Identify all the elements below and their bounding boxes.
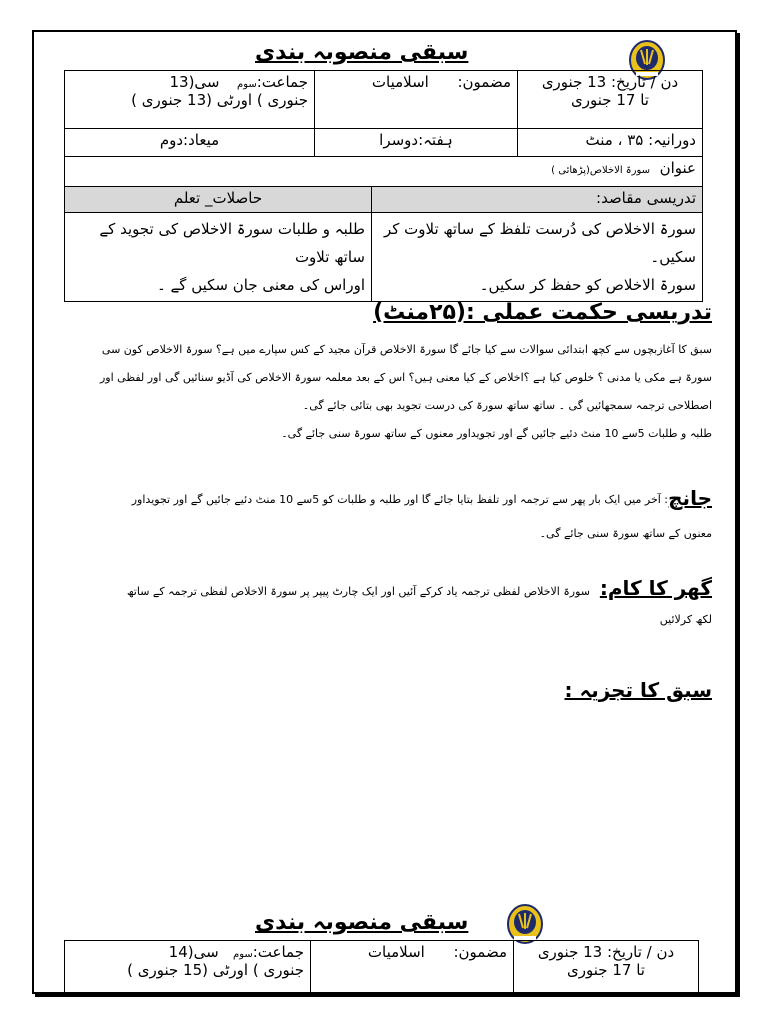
duration-cell: دورانیہ: ۳۵ ، منٹ [518,129,703,157]
subject-cell-2: مضمون: اسلامیات [311,941,514,993]
objectives-table [64,186,703,302]
analysis-heading: سبق کا تجزیہ : [564,678,712,702]
strategy-text: سبق کا آغازبچوں سے کچھ ابتدائی سوالات سے کیا جائے گا سورۃ الاخلاص قرآن مجید کے کس سپارے میں ہے؟ سورۃ الاخلاص کون سی سورۃ ہے مکی یا مدنی ؟ خلوص کیا ہے ؟اخلاص کے کیا معنی ہیں؟ اس کے بعد معلمہ سورۃ الاخلاص کی آڈیو سنائیں گی اور لفظی اور اصطلاحی ترجمہ سمجھائیں گی ۔ ساتھ ساتھ سورۃ کی درست تجوید بھی بتائی جائے گی۔ طلبہ و طلبات 5سے 10 منٹ دئیے جائیں گے اور تجویداور معنوں کے ساتھ سورۃ سنی جائے گی۔ [100,343,712,440]
day-date-cell-2: دن / تاریخ: 13 جنوری تا 17 جنوری [514,941,699,993]
header-table [64,70,703,187]
objectives-text: سورۃ الاخلاص کی دُرست تلفظ کے ساتھ تلاوت کر سکیں۔ سورۃ الاخلاص کو حفظ کر سکیں۔ [372,213,703,302]
assessment-text: : آخر میں ایک بار پھر سے ترجمہ اور تلفظ بتایا جائے گا اور طلبہ و طلبات کو 5سے 10 منٹ دئیے جائیں گے اور تجویداور [131,493,668,506]
homework-text-2: لکھ کرلائیں [659,613,712,626]
outcomes-text: طلبہ و طلبات سورۃ الاخلاص کی تجوید کے ساتھ تلاوت اوراس کی معنی جان سکیں گے ۔ [65,213,372,302]
period-cell: میعاد:دوم [65,129,315,157]
objectives-header: تدریسی مقاصد: [372,187,703,213]
week-cell: ہفتہ:دوسرا [315,129,518,157]
strategy-heading: تدریسی حکمت عملی :(۲۵منٹ) [373,300,712,325]
class-cell-2: جماعت:سوم سی(14 جنوری ) اورٹی (15 جنوری ) [65,941,311,993]
page-title: سبقی منصوبہ بندی [255,40,469,65]
assessment-text-2: معنوں کے ساتھ سورۃ سنی جائے گی۔ [539,527,712,540]
homework-text: سورۃ الاخلاص لفظی ترجمہ یاد کرکے آئیں اور ایک چارٹ پیپر پر سورۃ الاخلاص لفظی ترجمہ کے ساتھ [126,585,590,598]
homework-heading: گھر کا کام: [599,576,712,600]
topic-cell: عنوان سورۃ الاخلاص(پڑھائی ) [65,157,703,187]
header-table-2 [64,940,699,993]
class-cell: جماعت:سوم سی(13 جنوری ) اورٹی (13 جنوری ) [65,71,315,129]
subject-cell: مضمون: اسلامیات [315,71,518,129]
assessment-heading: جانچ [668,486,712,510]
page-title-2: سبقی منصوبہ بندی [255,910,469,935]
outcomes-header: حاصلات_ تعلم [65,187,372,213]
day-date-cell: دن / تاریخ: 13 جنوری تا 17 جنوری [518,71,703,129]
